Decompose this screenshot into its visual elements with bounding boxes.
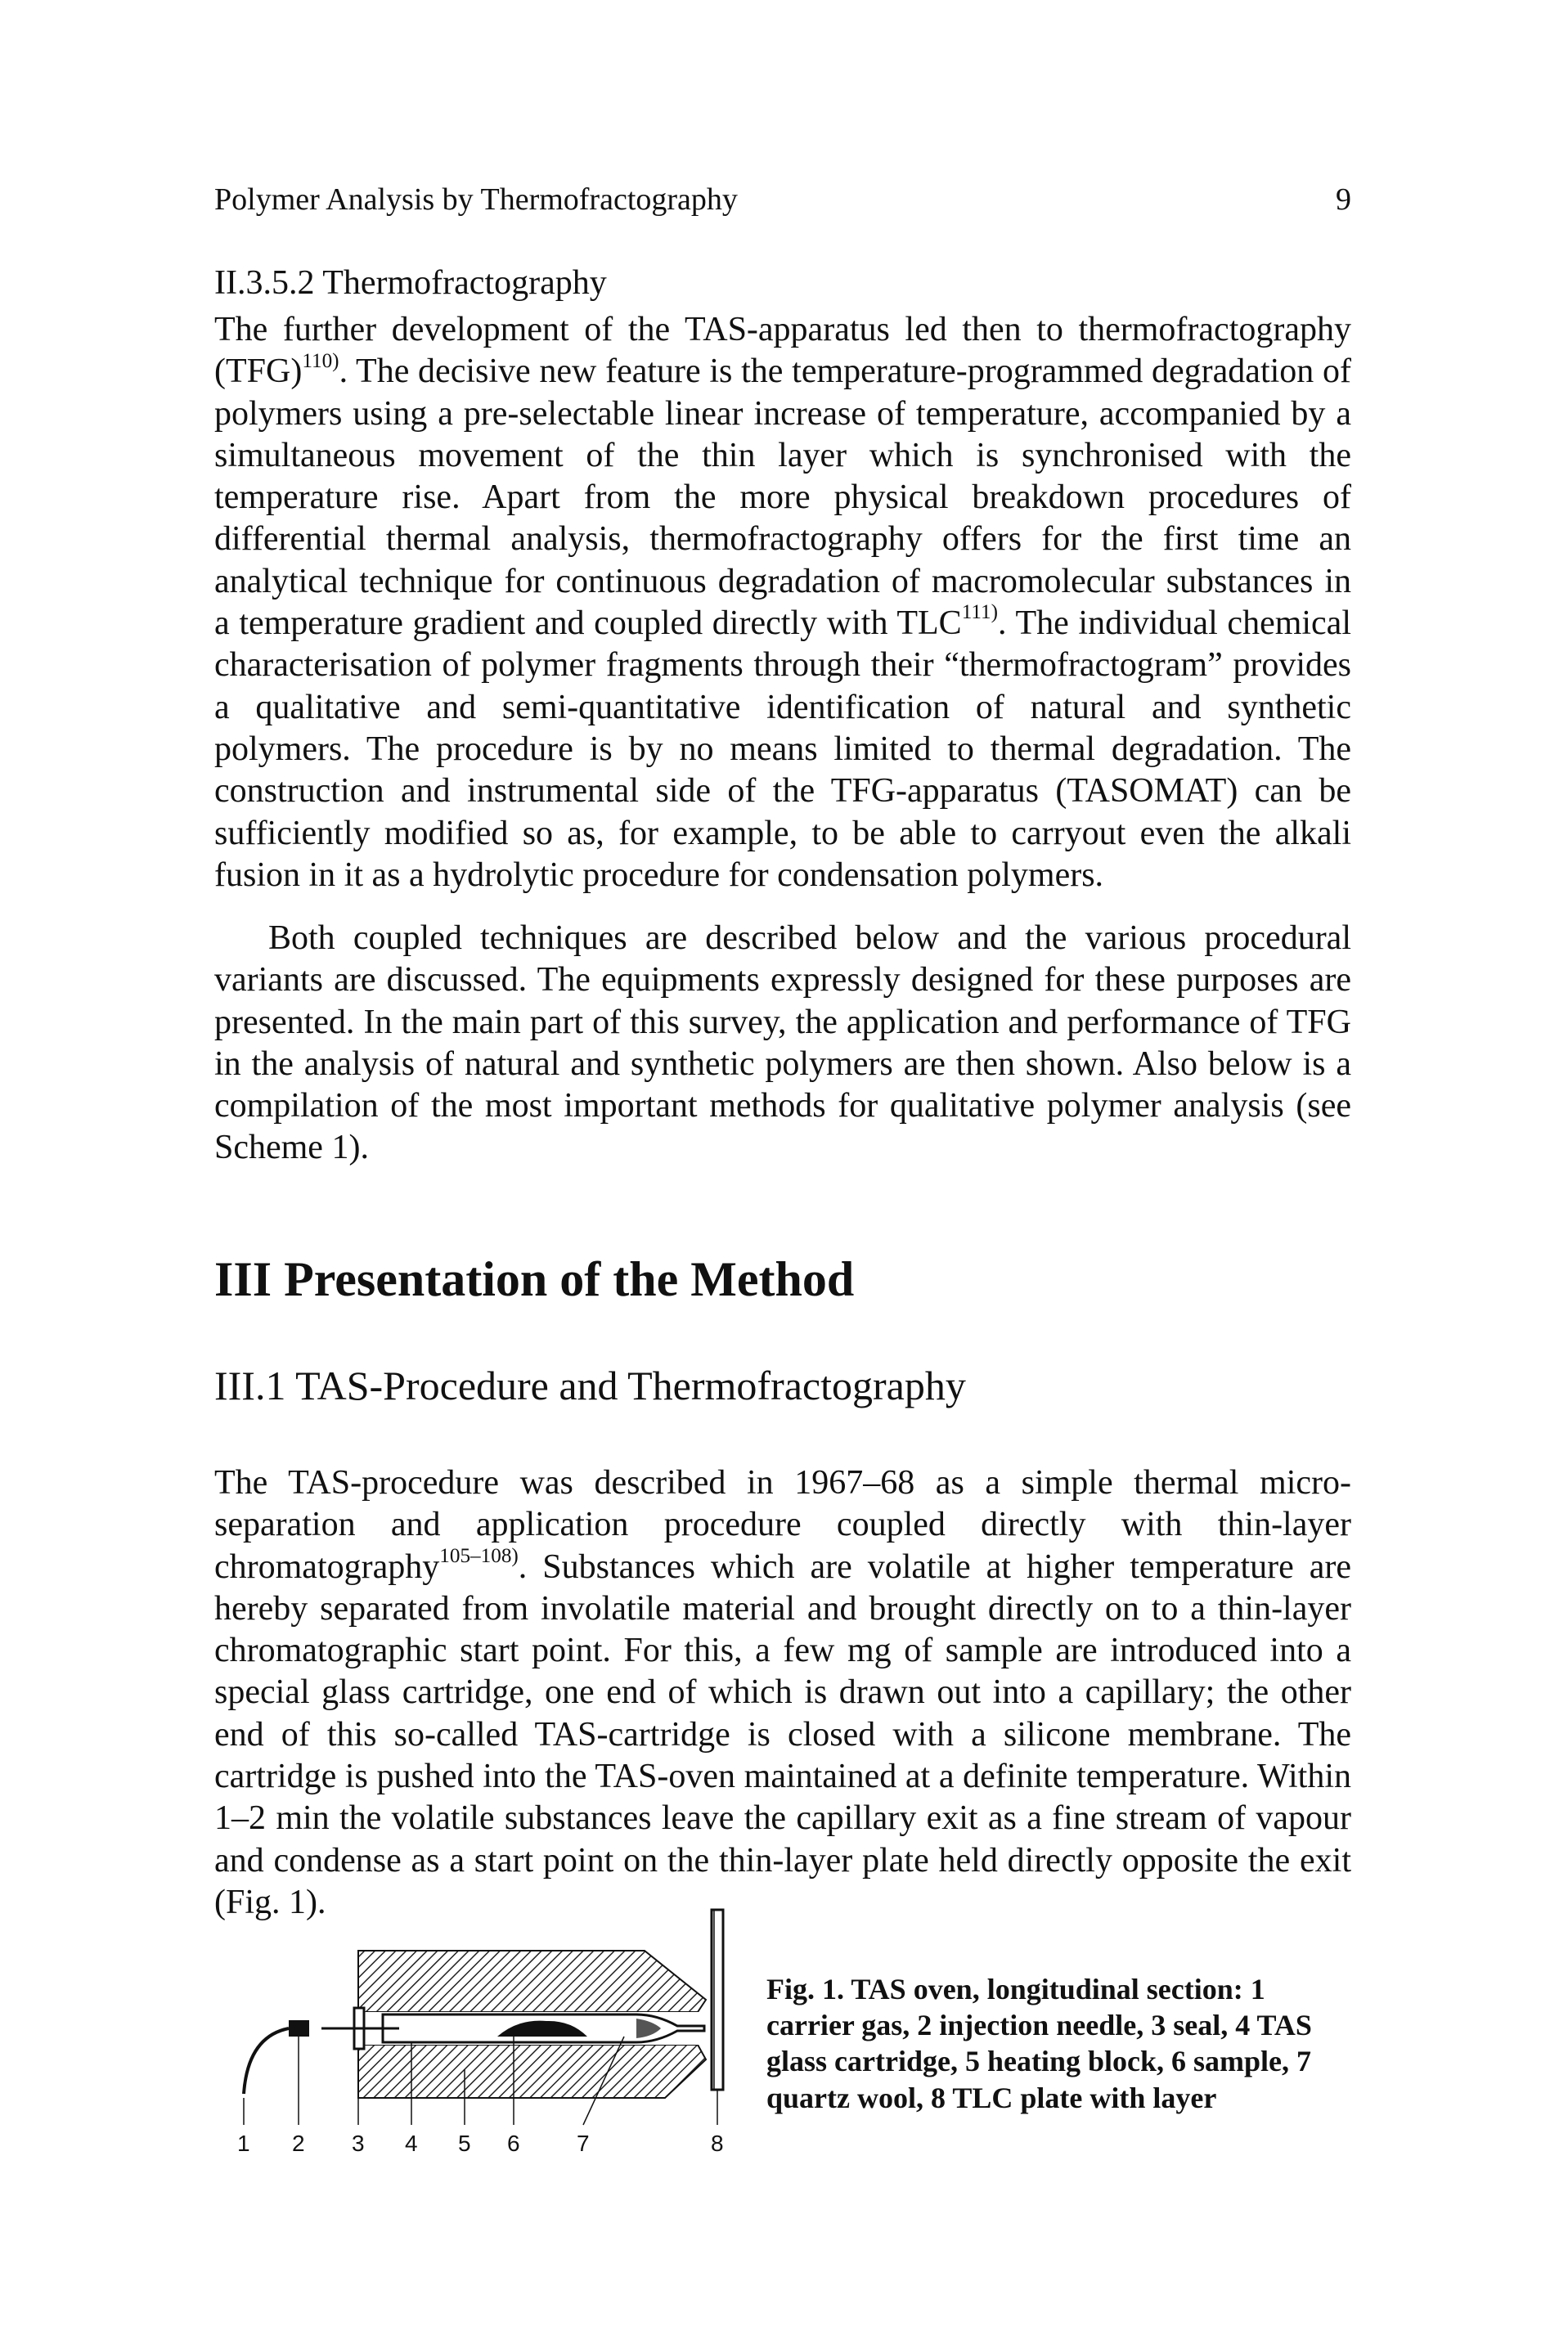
subsection-title: Thermofractography [322,264,607,302]
subsection-tas-title: TAS-Procedure and Thermofractography [295,1363,966,1408]
reference-111: 111) [961,601,999,624]
paragraph-tas-procedure: The TAS-procedure was described in 1967–68 as a simple thermal micro-separation and application procedure coupled directly with thin-layer chromatography$^{105-108)}$. Substances which are volatile at higher temperature are hereby separated from involatile material and brought directly on to a thin-layer chromatographic start point. For this, a few mg of sample are introduced into a special glass cartridge, one end of which is drawn out into a capillary; the other end of this so-called TAS-cartridge is closed with a silicone membrane. The cartridge is pushed into the TAS-oven maintained at a definite temperature. Within 1–2 min the volatile substances leave the capillary exit as a fine stream of vapour and condense as a start point on the thin-layer plate held directly opposite the exit (Fig. 1). [214,1464,1351,1921]
label-8: 8 [711,2131,724,2156]
label-5: 5 [458,2131,471,2156]
section-heading [214,1251,854,1308]
figure-caption: Fig. 1. TAS oven, longitudinal section: 1 carrier gas, 2 injection needle, 3 seal, 4 TAS glass cartridge, 5 heating block, 6 sample, 7 quartz wool, 8 TLC plate with layer [766,1973,1312,2114]
label-1: 1 [237,2131,250,2156]
tlc-plate [712,1910,723,2090]
label-4: 4 [405,2131,418,2156]
carrier-gas-tube [244,2028,289,2094]
tas-oven-diagram [211,1906,751,2159]
label-2: 2 [292,2131,305,2156]
label-3: 3 [352,2131,365,2156]
subsection-number: II.3.5.2 [214,264,315,302]
reference-105-108: 105–108) [439,1544,519,1567]
subsection-heading-tas [214,1362,966,1409]
paragraph-techniques: Both coupled techniques are described below and the various procedural variants are discussed. The equipments expressly designed for these purposes are presented. In the main part of this survey, the application and performance of TFG in the analysis of natural and synthetic polymers are then shown. Also below is a compilation of the most important methods for qualitative polymer analysis (see Scheme 1). [214,919,1351,1167]
reference-110: 110) [302,349,339,372]
paragraph-tfg-intro: The further development of the TAS-apparatus led then to thermofractography (TFG)$^{110)}$. The decisive new feature is the temperature-programmed degradation of polymers using a pre-selectable linear increase of temperature, accompanied by a simultaneous movement of the thin layer which is synchronised with the temperature rise. Apart from the more physical breakdown procedures of differential thermal analysis, thermofractography offers for the first time an analytical technique for continuous degradation of macromolecular substances in a temperature gradient and coupled directly with TLC$^{111)}$. The individual chemical characterisation of polymer fragments through their “thermofractogram” provides a qualitative and semi-quantitative identification of natural and synthetic polymers. The procedure is by no means limited to thermal degradation. The construction and instrumental side of the TFG-apparatus (TASOMAT) can be sufficiently modified so as, for example, to be able to carryout even the alkali fusion in it as a hydrolytic procedure for condensation polymers. [214,311,1351,894]
heating-block-lower [358,2045,706,2098]
needle-hub [289,2020,309,2037]
running-title: Polymer Analysis by Thermofractography [214,182,738,217]
page-number: 9 [1336,182,1351,217]
subsection-tas-number: III.1 [214,1363,286,1408]
subsection-heading [214,263,607,303]
figure-tas-oven [211,1906,751,2159]
label-6: 6 [507,2131,520,2156]
heating-block-upper [358,1951,706,2012]
label-7: 7 [577,2131,590,2156]
section-number: III [214,1252,272,1306]
section-title: Presentation of the Method [284,1252,855,1306]
